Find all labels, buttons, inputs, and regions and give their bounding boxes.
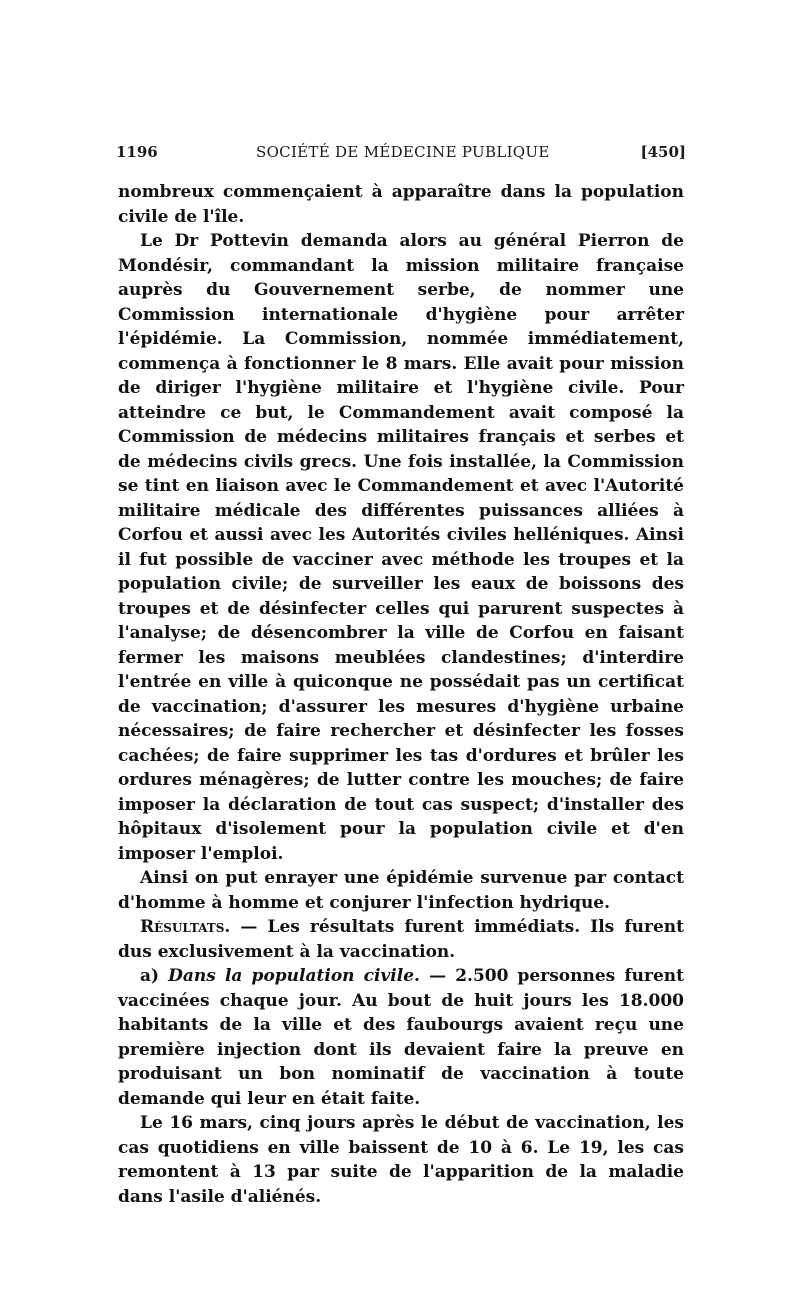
body-text: [118, 180, 684, 1209]
paragraph-commission: Le Dr Pottevin demanda alors au général Pierron de Mondésir, commandant la mission militaire française auprès du Gouvernement serbe, de nommer une Commission internationale d'hygiène pour arrêter l'épidémie. La Commission, nommée immédiatement, commença à fonctionner le 8 mars. Elle avait pour mission de diriger l'hygiène militaire et l'hygiène civile. Pour atteindre ce but, le Commandement avait composé la Commission de médecins militaires français et serbes et de médecins civils grecs. Une fois installée, la Commission se tint en liaison avec le Commandement et avec l'Autorité militaire médicale des différentes puissances alliées à Corfou et aussi avec les Autorités civiles helléniques. Ainsi il fut possible de vacciner avec méthode les troupes et la population civile; de surveiller les eaux de boissons des troupes et de désinfecter celles qui parurent suspectes à l'analyse; de désencombrer la ville de Corfou en faisant fermer les maisons meublées clandestines; d'interdire l'entrée en ville à quiconque ne possédait pas un certificat de vaccination; d'assurer les mesures d'hygiène urbaine nécessaires; de faire rechercher et désinfecter les fosses cachées; de faire supprimer les tas d'ordures et brûler les ordures ménagères; de lutter contre les mouches; de faire imposer la déclaration de tout cas suspect; d'installer des hôpitaux d'isolement pour la population civile et d'en imposer l'emploi.: [118, 231, 684, 864]
results-label: Résultats.: [140, 917, 231, 937]
item-heading: Dans la population civile.: [168, 966, 420, 986]
bracket-number: [450]: [640, 143, 686, 161]
paragraph-civil-population: [118, 964, 684, 1111]
results-text: — Les résultats furent immédiats. Ils furent dus exclusivement à la vaccination.: [118, 917, 684, 962]
paragraph-results: [118, 915, 684, 964]
paragraph-summary: Ainsi on put enrayer une épidémie survenue par contact d'homme à homme et conjurer l'infection hydrique.: [118, 868, 684, 913]
paragraph-march-cases: Le 16 mars, cinq jours après le début de vaccination, les cas quotidiens en ville baissent de 10 à 6. Le 19, les cas remontent à 13 par suite de l'apparition de la maladie dans l'asile d'aliénés.: [118, 1113, 684, 1207]
running-header: [116, 143, 686, 167]
paragraph-continuation: nombreux commençaient à apparaître dans la population civile de l'île.: [118, 182, 684, 227]
item-label: a): [140, 966, 169, 986]
item-text: — 2.500 personnes furent vaccinées chaque jour. Au bout de huit jours les 18.000 habitants de la ville et des faubourgs avaient reçu une première injection dont ils devaient faire la preuve en produisant un bon nominatif de vaccination à toute demande qui leur en était faite.: [118, 966, 684, 1109]
running-title: SOCIÉTÉ DE MÉDECINE PUBLIQUE: [256, 143, 550, 161]
page-number: 1196: [116, 143, 158, 161]
